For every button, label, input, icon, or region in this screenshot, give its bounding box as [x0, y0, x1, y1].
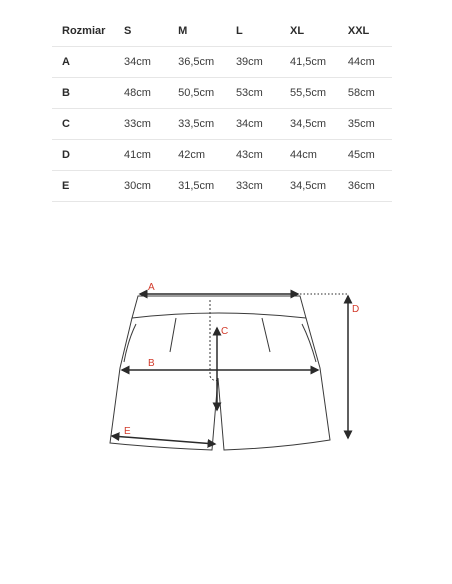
header-l: L [226, 16, 280, 47]
row-label: B [52, 78, 114, 109]
table-cell: 48cm [114, 78, 168, 109]
shorts-body [110, 318, 330, 450]
table-cell: 41cm [114, 140, 168, 171]
header-size-label: Rozmiar [52, 16, 114, 47]
label-d: D [352, 304, 360, 315]
table-cell: 55,5cm [280, 78, 338, 109]
row-label: E [52, 171, 114, 202]
table-header-row [52, 16, 392, 47]
label-b: B [148, 358, 155, 369]
row-label: A [52, 47, 114, 78]
right-pleat [262, 318, 270, 352]
table-cell: 39cm [226, 47, 280, 78]
table-cell: 36cm [338, 171, 392, 202]
header-xxl: XXL [338, 16, 392, 47]
table-cell: 44cm [338, 47, 392, 78]
table-cell: 34,5cm [280, 171, 338, 202]
header-m: M [168, 16, 226, 47]
label-a: A [148, 282, 155, 293]
left-pleat [170, 318, 176, 352]
table-cell: 33,5cm [168, 109, 226, 140]
fly-placket [210, 300, 220, 381]
table-cell: 34cm [114, 47, 168, 78]
table-row [52, 47, 392, 78]
header-s: S [114, 16, 168, 47]
table-cell: 31,5cm [168, 171, 226, 202]
table-cell: 33cm [114, 109, 168, 140]
table-cell: 43cm [226, 140, 280, 171]
table-cell: 30cm [114, 171, 168, 202]
table-cell: 34,5cm [280, 109, 338, 140]
table-cell: 34cm [226, 109, 280, 140]
table-row [52, 171, 392, 202]
size-chart-table [52, 16, 392, 202]
measure-e-arrow [112, 436, 215, 444]
table-cell: 33cm [226, 171, 280, 202]
label-c: C [221, 326, 229, 337]
label-e: E [124, 426, 131, 437]
table-cell: 41,5cm [280, 47, 338, 78]
table-cell: 45cm [338, 140, 392, 171]
table-cell: 44cm [280, 140, 338, 171]
shorts-measurement-diagram [0, 228, 452, 528]
row-label: C [52, 109, 114, 140]
table-row [52, 140, 392, 171]
table-cell: 58cm [338, 78, 392, 109]
table-cell: 36,5cm [168, 47, 226, 78]
waistband [132, 296, 306, 318]
shorts-outline [110, 296, 330, 450]
table-row [52, 109, 392, 140]
row-label: D [52, 140, 114, 171]
header-xl: XL [280, 16, 338, 47]
table-row [52, 78, 392, 109]
table-cell: 42cm [168, 140, 226, 171]
table-cell: 35cm [338, 109, 392, 140]
table-cell: 53cm [226, 78, 280, 109]
table-cell: 50,5cm [168, 78, 226, 109]
